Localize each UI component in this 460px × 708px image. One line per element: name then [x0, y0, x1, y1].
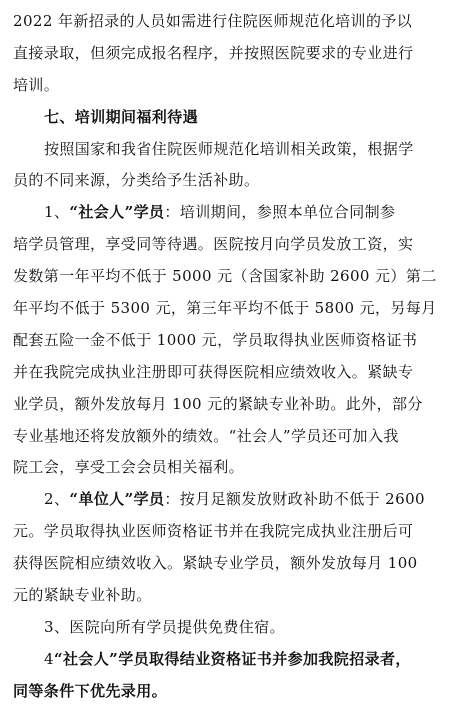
text-line-8: 培学员管理，享受同等待遇。医院按月向学员发放工资，实	[13, 235, 414, 254]
text-line-2: 直接录取，但须完成报名程序，并按照医院要求的专业进行	[13, 43, 414, 62]
text-line-10: 年平均不低于 5300 元，第三年平均不低于 5800 元，另每月	[13, 299, 437, 318]
item-2-number: 2、	[44, 490, 70, 509]
item-2-title: “单位人”学员	[69, 490, 165, 509]
text-line-6: 员的不同来源，分类给予生活补助。	[13, 171, 260, 190]
text-line-17: 元。学员取得执业医师资格证书并在我院完成执业注册后可	[13, 522, 414, 541]
item-4-second-line: 同等条件下优先录用。	[13, 681, 168, 700]
text-line-18: 获得医院相应绩效收入。紧缺专业学员，额外发放每月 100	[13, 554, 418, 573]
text-line-19: 元的紧缺专业补助。	[13, 586, 152, 605]
item-1-number: 1、	[44, 203, 70, 222]
text-line-15: 院工会，享受工会会员相关福利。	[13, 458, 245, 477]
text-line-1: 2022 年新招录的人员如需进行住院医师规范化培训的予以	[13, 12, 413, 30]
item-2-first-line	[13, 484, 443, 516]
item-1-text: ：培训期间，参照本单位合同制参	[164, 203, 396, 222]
text-line-5: 按照国家和我省住院医师规范化培训相关政策，根据学	[44, 139, 414, 158]
text-line-12: 并在我院完成执业注册即可获得医院相应绩效收入。紧缺专	[13, 362, 414, 381]
text-line-11: 配套五险一金不低于 1000 元，学员取得执业医师资格证书	[13, 330, 418, 349]
text-line-3: 培训。	[13, 75, 60, 94]
text-line-13: 业学员，额外发放每月 100 元的紧缺专业补助。此外，部分	[13, 394, 423, 413]
item-4-number: 4	[44, 649, 54, 668]
text-line-14: 专业基地还将发放额外的绩效。“社会人”学员还可加入我	[13, 426, 399, 445]
item-2-text: ：按月足额发放财政补助不低于 2600	[164, 490, 425, 509]
item-1-title: “社会人”学员	[69, 203, 165, 222]
item-1-first-line	[13, 197, 443, 229]
document-page	[13, 6, 443, 708]
item-3-line: 3、医院向所有学员提供免费住宿。	[44, 617, 285, 636]
item-4-first-line	[13, 644, 443, 676]
text-line-9: 发数第一年平均不低于 5000 元（含国家补助 2600 元）第二	[13, 267, 437, 286]
item-4-text: “社会人”学员取得结业资格证书并参加我院招录者，	[53, 649, 411, 668]
section-heading-benefits: 七、培训期间福利待遇	[44, 107, 199, 126]
